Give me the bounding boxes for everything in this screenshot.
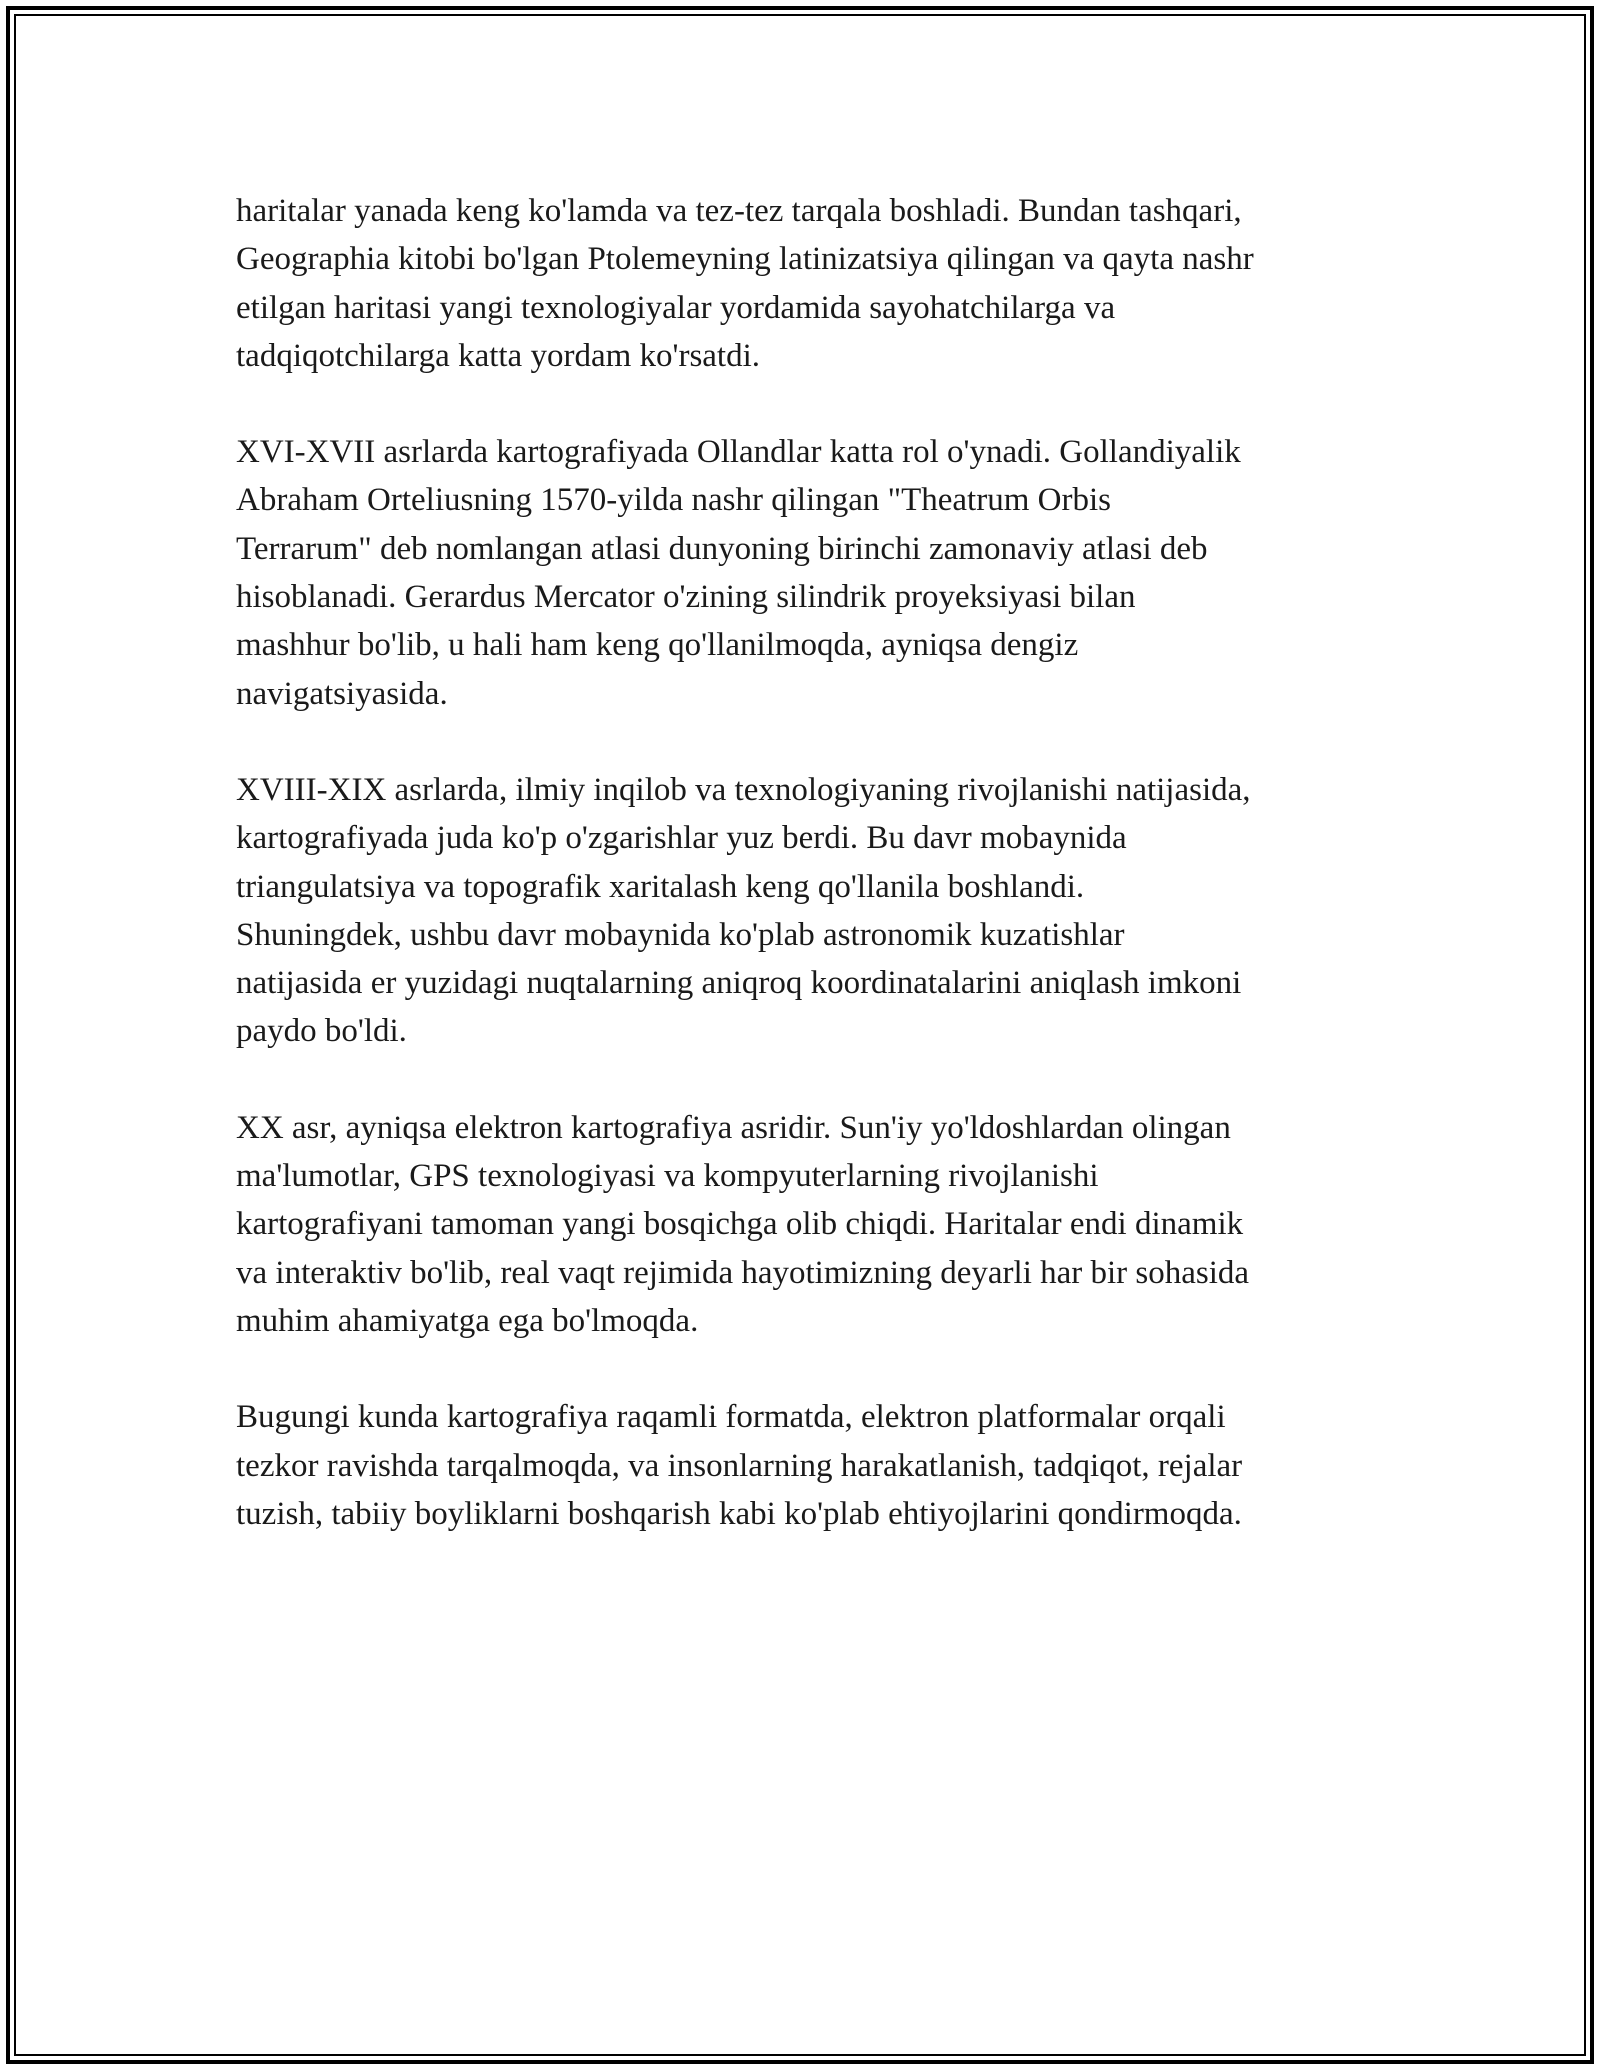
paragraph-18-19-centuries: XVIII-XIX asrlarda, ilmiy inqilob va texnologiyaning rivojlanishi natijasida, kartografiyada juda ko'p o'zgarishlar yuz berdi. Bu davr mobaynida triangulatsiya va topografik xaritalash keng qo'llanila boshlandi. Shuningdek, ushbu davr mobaynida ko'plab astronomik kuzatishlar natijasida er yuzidagi nuqtalarning aniqroq koordinatalarini aniqlash imkoni paydo bo'ldi. bbox=[236, 771, 1251, 1050]
paragraph-16-17-centuries: XVI-XVII asrlarda kartografiyada Ollandlar katta rol o'ynadi. Gollandiyalik Abraham Orteliusning 1570-yilda nashr qilingan "Theatrum Orbis Terrarum" deb nomlangan atlasi dunyoning birinchi zamonaviy atlasi deb hisoblanadi. Gerardus Mercator o'zining silindrik proyeksiyasi bilan mashhur bo'lib, u hali ham keng qo'llanilmoqda, ayniqsa dengiz navigatsiyasida. bbox=[236, 434, 1241, 712]
paragraph-printing-era: haritalar yanada keng ko'lamda va tez-tez tarqala boshladi. Bundan tashqari, Geographia kitobi bo'lgan Ptolemeyning latinizatsiya qilingan va qayta nashr etilgan haritasi yangi texnologiyalar yordamida sayohatchilarga va tadqiqotchilarga katta yordam ko'rsatdi. bbox=[236, 193, 1254, 374]
paragraph-20-century: XX asr, ayniqsa elektron kartografiya asridir. Sun'iy yo'ldoshlardan olingan ma'lumotlar, GPS texnologiyasi va kompyuterlarning rivojlanishi kartografiyani tamoman yangi bosqichga olib chiqdi. Haritalar endi dinamik va interaktiv bo'lib, real vaqt rejimida hayotimizning deyarli har bir sohasida muhim ahamiyatga ega bo'lmoqda. bbox=[236, 1109, 1250, 1339]
paragraph-today: Bugungi kunda kartografiya raqamli formatda, elektron platformalar orqali tezkor ravishda tarqalmoqda, va insonlarning harakatlanish, tadqiqot, rejalar tuzish, tabiiy boyliklarni boshqarish kabi ko'plab ehtiyojlarini qondirmoqda. bbox=[236, 1399, 1243, 1532]
document-body bbox=[236, 187, 1376, 1538]
